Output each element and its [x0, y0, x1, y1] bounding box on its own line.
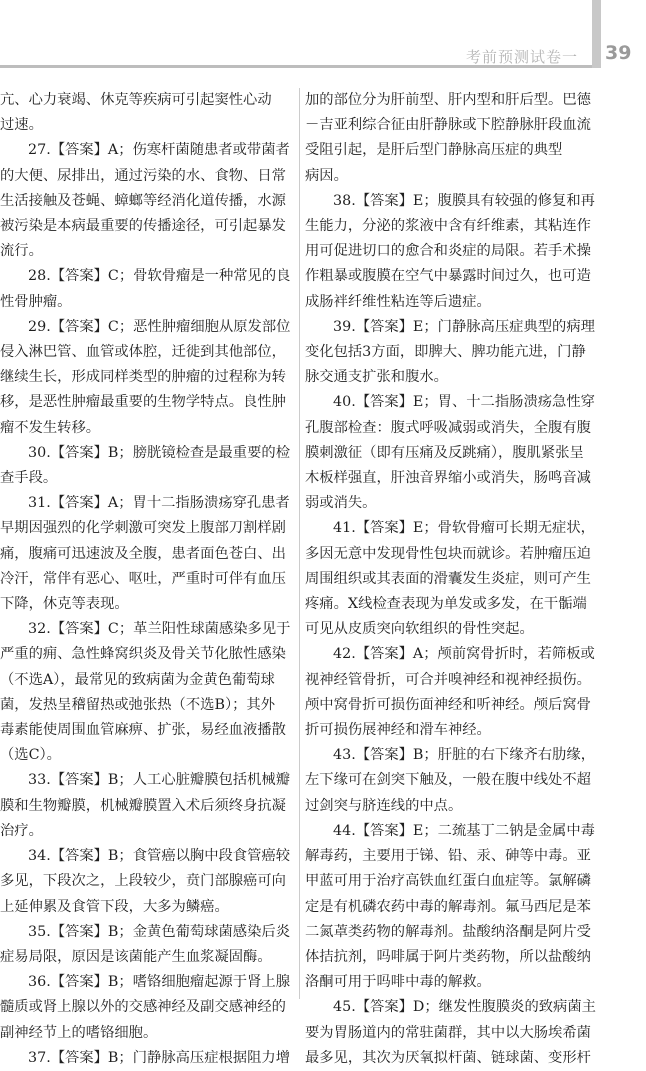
text-line: 作粗暴或腹膜在空气中暴露时间过久，也可造 [305, 268, 591, 285]
text-line: 早期因强烈的化学刺激可突发上腹部刀割样剧 [0, 520, 286, 537]
text-line: 解毒药，主要用于锑、铅、汞、砷等中毒。亚 [305, 848, 591, 865]
text-line: 下降，休克等表现。 [0, 596, 129, 613]
text-line: 二氮䓬类药物的解毒剂。盐酸纳洛酮是阿片受 [305, 923, 591, 940]
text-line: 27.【答案】A；伤寒杆菌随患者或带菌者 [28, 142, 290, 159]
text-line: 42.【答案】A；颅前窝骨折时，若筛板或 [333, 646, 595, 663]
text-line: 菌，发热呈稽留热或弛张热（不选B）；其外 [0, 696, 275, 713]
text-line: 瘤不发生转移。 [0, 419, 101, 436]
text-line: 弱或消失。 [305, 495, 377, 512]
text-line: 周围组织或其表面的滑囊发生炎症，则可产生 [305, 570, 591, 587]
text-line: 视神经管骨折，可合并嗅神经和视神经损伤。 [305, 671, 591, 688]
text-line: 孔腹部检查：腹式呼吸减弱或消失，全腹有腹 [305, 419, 591, 436]
text-line: 左下缘可在剑突下触及，一般在腹中线处不超 [305, 772, 591, 789]
header-bar [592, 0, 601, 68]
page-header [0, 0, 646, 76]
text-line: 35.【答案】B；金黄色葡萄球菌感染后炎 [28, 923, 290, 940]
text-line: 毒素能使周围血管麻痹、扩张，易经血液播散 [0, 722, 286, 739]
text-line: 39.【答案】E；门静脉高压症典型的病理 [333, 318, 595, 335]
text-line: 体拮抗剂，吗啡属于阿片类药物，所以盐酸纳 [305, 948, 591, 965]
text-line: 加的部位分为肝前型、肝内型和肝后型。巴德 [305, 92, 591, 108]
right-column [305, 88, 602, 1071]
text-line: 疼痛。X线检查表现为单发或多发，在干骺端 [305, 596, 587, 613]
text-line: 亢、心力衰竭、休克等疾病可引起窦性心动 [0, 92, 272, 108]
text-line: 上延伸累及食管下段，大多为鳞癌。 [0, 898, 229, 915]
text-line: 41.【答案】E；骨软骨瘤可长期无症状， [333, 520, 595, 537]
text-line: 33.【答案】B；人工心脏瓣膜包括机械瓣 [28, 772, 290, 789]
text-line: 移，是恶性肿瘤最重要的生物学特点。良性肿 [0, 394, 286, 411]
text-line: 38.【答案】E；腹膜具有较强的修复和再 [333, 192, 595, 209]
text-line: 28.【答案】C；骨软骨瘤是一种常见的良 [28, 268, 291, 285]
text-line: 查手段。 [0, 470, 58, 487]
text-line: 侵入淋巴管、血管或体腔，迁徙到其他部位， [0, 344, 286, 361]
running-title: 考前预测试卷一 [465, 48, 578, 66]
text-line: 折可损伤展神经和滑车神经。 [305, 722, 491, 739]
text-line: 流行。 [0, 243, 43, 260]
text-line: 过剑突与脐连线的中点。 [305, 797, 463, 814]
text-line: 34.【答案】B；食管癌以胸中段食管癌较 [28, 848, 290, 865]
text-line: 变化包括3方面，即脾大、脾功能亢进，门静 [305, 344, 586, 361]
text-line: 性骨肿瘤。 [0, 293, 72, 310]
text-line: 痛，腹痛可迅速波及全腹，患者面色苍白、出 [0, 545, 286, 562]
page-number: 39 [605, 42, 632, 64]
text-line: 木板样强直，肝浊音界缩小或消失，肠鸣音减 [305, 470, 591, 487]
text-line: （不选A），最常见的致病菌为金黄色葡萄球 [0, 671, 275, 688]
text-line: 32.【答案】C；革兰阳性球菌感染多见于 [28, 621, 291, 638]
text-line: 用可促进切口的愈合和炎症的局限。若手术操 [305, 243, 591, 260]
text-line: 严重的痈、急性蜂窝织炎及骨关节化脓性感染 [0, 646, 286, 663]
text-line: 副神经节上的嗜铬细胞。 [0, 1024, 158, 1041]
text-line: 的大便、尿排出，通过污染的水、食物、日常 [0, 167, 286, 184]
text-line: 被污染是本病最重要的传播途径，可引起暴发 [0, 218, 286, 235]
text-line: 生能力，分泌的浆液中含有纤维素，其粘连作 [305, 218, 591, 235]
text-line: 44.【答案】E；二巯基丁二钠是金属中毒 [333, 822, 595, 839]
text-line: 36.【答案】B；嗜铬细胞瘤起源于肾上腺 [28, 974, 290, 991]
text-line: 40.【答案】E；胃、十二指肠溃疡急性穿 [333, 394, 595, 411]
text-line: 45.【答案】D；继发性腹膜炎的致病菌主 [333, 999, 596, 1016]
text-line: 继续生长，形成同样类型的肿瘤的过程称为转 [0, 369, 286, 386]
text-line: 甲蓝可用于治疗高铁血红蛋白血症等。氯解磷 [305, 873, 591, 890]
text-line: 37.【答案】B；门静脉高压症根据阻力增 [28, 1049, 290, 1066]
text-line: 治疗。 [0, 822, 43, 839]
text-line: 过速。 [0, 117, 43, 134]
text-line: 30.【答案】B；膀胱镜检查是最重要的检 [28, 444, 290, 461]
text-line: 症易局限，原因是该菌能产生血浆凝固酶。 [0, 948, 272, 965]
text-line: （选C）。 [0, 747, 61, 764]
text-line: 29.【答案】C；恶性肿瘤细胞从原发部位 [28, 318, 291, 335]
text-line: 可见从皮质突向软组织的骨性突起。 [305, 621, 534, 638]
text-line: －吉亚利综合征由肝静脉或下腔静脉肝段血流 [305, 117, 591, 134]
text-line: 多见，下段次之，上段较少，贲门部腺癌可向 [0, 873, 286, 890]
text-line: 膜刺激征（即有压痛及反跳痛），腹肌紧张呈 [305, 444, 584, 461]
text-line: 冷汗，常伴有恶心、呕吐，严重时可伴有血压 [0, 570, 286, 587]
text-line: 膜和生物瓣膜，机械瓣膜置入术后须终身抗凝 [0, 797, 286, 814]
text-line: 脉交通支扩张和腹水。 [305, 369, 448, 386]
text-line: 31.【答案】A；胃十二指肠溃疡穿孔患者 [28, 495, 290, 512]
text-line: 43.【答案】B；肝脏的右下缘齐右肋缘， [333, 747, 595, 764]
text-line: 最多见，其次为厌氧拟杆菌、链球菌、变形杆 [305, 1049, 591, 1066]
text-line: 成肠袢纤维性粘连等后遗症。 [305, 293, 491, 310]
text-line: 病因。 [305, 167, 348, 184]
text-line: 髓质或肾上腺以外的交感神经及副交感神经的 [0, 999, 286, 1016]
text-line: 生活接触及苍蝇、蟑螂等经消化道传播，水源 [0, 192, 286, 209]
left-column [0, 88, 295, 1071]
text-line: 受阻引起，是肝后型门静脉高压症的典型 [305, 142, 563, 159]
text-line: 颅中窝骨折可损伤面神经和听神经。颅后窝骨 [305, 696, 591, 713]
column-divider [299, 88, 300, 999]
text-line: 定是有机磷农药中毒的解毒剂。氟马西尼是苯 [305, 898, 591, 915]
text-line: 多因无意中发现骨性包块而就诊。若肿瘤压迫 [305, 545, 591, 562]
text-line: 要为胃肠道内的常驻菌群，其中以大肠埃希菌 [305, 1024, 591, 1041]
text-line: 洛酮可用于吗啡中毒的解救。 [305, 974, 491, 991]
